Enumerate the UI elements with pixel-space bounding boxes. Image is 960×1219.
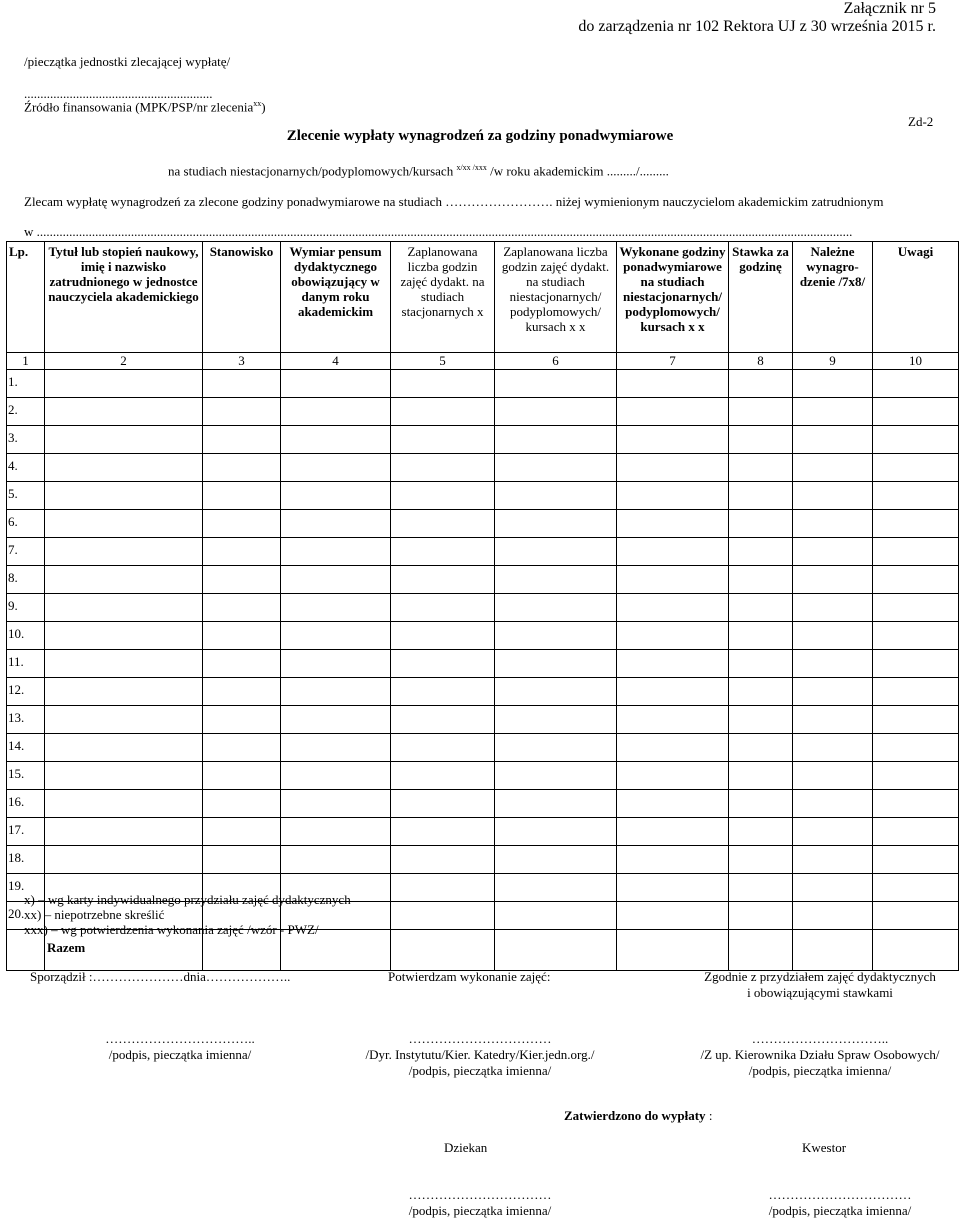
table-row xyxy=(7,398,959,426)
table-row xyxy=(7,846,959,874)
table-cell[interactable] xyxy=(873,426,959,454)
table-cell[interactable] xyxy=(873,454,959,482)
col-num: 1 xyxy=(7,353,45,370)
row-number: 5. xyxy=(7,482,45,510)
table-cell[interactable] xyxy=(391,874,495,902)
approval-heading xyxy=(564,1108,712,1124)
row-number: 11. xyxy=(7,650,45,678)
table-cell[interactable] xyxy=(495,426,617,454)
row-number: 19. xyxy=(7,874,45,902)
table-cell[interactable] xyxy=(617,650,729,678)
table-cell[interactable] xyxy=(391,454,495,482)
table-cell[interactable] xyxy=(793,510,873,538)
funding-source-label: Źródło finansowania (MPK/PSP/nr zlecenia xyxy=(24,99,254,115)
table-cell[interactable] xyxy=(281,762,391,790)
row-number: 14. xyxy=(7,734,45,762)
total-cell[interactable] xyxy=(495,930,617,971)
table-cell[interactable] xyxy=(729,510,793,538)
row-number: 16. xyxy=(7,790,45,818)
table-cell[interactable] xyxy=(495,846,617,874)
table-cell[interactable] xyxy=(391,790,495,818)
table-cell[interactable] xyxy=(391,538,495,566)
total-cell[interactable] xyxy=(617,930,729,971)
table-cell[interactable] xyxy=(617,538,729,566)
footnote-3: xxx) – wg potwierdzenia wykonania zajęć /wzór - PWZ/ xyxy=(24,922,319,937)
table-cell[interactable] xyxy=(495,874,617,902)
signature-caption: /podpis, pieczątka imienna/ xyxy=(768,1203,912,1218)
table-cell[interactable] xyxy=(203,734,281,762)
table-cell[interactable] xyxy=(617,482,729,510)
approval-label: Zatwierdzono do wypłaty xyxy=(564,1108,706,1123)
table-row xyxy=(7,370,959,398)
table-cell[interactable] xyxy=(203,762,281,790)
annex-number: Załącznik nr 5 xyxy=(843,0,936,17)
table-cell[interactable] xyxy=(45,818,203,846)
signature-block-bursar xyxy=(730,1187,950,1219)
signature-block-dean xyxy=(370,1187,590,1219)
table-cell[interactable] xyxy=(495,678,617,706)
table-cell[interactable] xyxy=(617,510,729,538)
table-cell[interactable] xyxy=(873,734,959,762)
table-cell[interactable] xyxy=(45,790,203,818)
table-cell[interactable] xyxy=(391,370,495,398)
row-number: 8. xyxy=(7,566,45,594)
table-cell[interactable] xyxy=(873,566,959,594)
table-cell[interactable] xyxy=(495,454,617,482)
table-cell[interactable] xyxy=(793,762,873,790)
signature-dots: …………………………… xyxy=(408,1031,552,1046)
table-cell[interactable] xyxy=(617,454,729,482)
total-label: Razem xyxy=(45,930,203,971)
table-cell[interactable] xyxy=(45,370,203,398)
table-cell[interactable] xyxy=(281,398,391,426)
approval-colon: : xyxy=(705,1108,713,1123)
table-cell[interactable] xyxy=(281,594,391,622)
table-cell[interactable] xyxy=(495,594,617,622)
table-row xyxy=(7,678,959,706)
table-cell[interactable] xyxy=(793,650,873,678)
table-cell[interactable] xyxy=(45,482,203,510)
total-cell[interactable] xyxy=(391,930,495,971)
table-cell[interactable] xyxy=(793,818,873,846)
table-cell[interactable] xyxy=(495,566,617,594)
header-performed-hours: Wykonane godziny ponadwymiarowe na studiach niestacjonarnych/ podyplomowych/ kursach x x xyxy=(617,242,729,353)
row-number: 15. xyxy=(7,762,45,790)
table-cell[interactable] xyxy=(873,846,959,874)
table-cell[interactable] xyxy=(729,734,793,762)
table-cell[interactable] xyxy=(495,734,617,762)
table-cell[interactable] xyxy=(617,818,729,846)
table-cell[interactable] xyxy=(873,538,959,566)
table-cell[interactable] xyxy=(391,594,495,622)
table-cell[interactable] xyxy=(729,818,793,846)
compliance-line-1: Zgodnie z przydziałem zajęć dydaktycznych xyxy=(704,969,936,984)
footnote-2: xx) – niepotrzebne skreślić xyxy=(24,907,165,922)
table-cell[interactable] xyxy=(391,902,495,930)
table-row xyxy=(7,790,959,818)
table-row xyxy=(7,566,959,594)
table-row xyxy=(7,426,959,454)
confirm-label: Potwierdzam wykonanie zajęć: xyxy=(388,969,551,984)
table-cell[interactable] xyxy=(873,706,959,734)
table-row xyxy=(7,510,959,538)
table-cell[interactable] xyxy=(495,902,617,930)
table-cell[interactable] xyxy=(281,454,391,482)
table-cell[interactable] xyxy=(729,370,793,398)
table-cell[interactable] xyxy=(203,818,281,846)
table-cell[interactable] xyxy=(391,734,495,762)
table-cell[interactable] xyxy=(495,706,617,734)
col-num: 3 xyxy=(203,353,281,370)
table-cell[interactable] xyxy=(281,818,391,846)
table-cell[interactable] xyxy=(617,426,729,454)
table-cell[interactable] xyxy=(495,790,617,818)
table-cell[interactable] xyxy=(45,594,203,622)
col-num: 7 xyxy=(617,353,729,370)
table-cell[interactable] xyxy=(617,846,729,874)
table-cell[interactable] xyxy=(617,370,729,398)
table-cell[interactable] xyxy=(45,678,203,706)
table-cell[interactable] xyxy=(203,678,281,706)
signature-block-director xyxy=(330,1031,630,1079)
table-cell[interactable] xyxy=(203,594,281,622)
table-cell[interactable] xyxy=(793,678,873,706)
col-num: 5 xyxy=(391,353,495,370)
prepared-by: Sporządził :…………………dnia……………….. xyxy=(30,969,291,984)
table-cell[interactable] xyxy=(203,706,281,734)
table-cell[interactable] xyxy=(873,818,959,846)
table-cell[interactable] xyxy=(45,622,203,650)
table-cell[interactable] xyxy=(281,706,391,734)
table-cell[interactable] xyxy=(873,762,959,790)
table-cell[interactable] xyxy=(495,370,617,398)
header-lp: Lp. xyxy=(7,242,45,353)
signature-caption: /podpis, pieczątka imienna/ xyxy=(748,1063,892,1078)
signature-block-preparer xyxy=(60,1031,300,1063)
table-cell[interactable] xyxy=(729,902,793,930)
table-cell[interactable] xyxy=(495,482,617,510)
col-num: 8 xyxy=(729,353,793,370)
table-cell[interactable] xyxy=(793,846,873,874)
table-cell[interactable] xyxy=(873,482,959,510)
table-cell[interactable] xyxy=(391,650,495,678)
row-number: 7. xyxy=(7,538,45,566)
table-cell[interactable] xyxy=(45,538,203,566)
table-cell[interactable] xyxy=(873,678,959,706)
table-cell[interactable] xyxy=(203,566,281,594)
header-rate: Stawka za godzinę xyxy=(729,242,793,353)
table-cell[interactable] xyxy=(617,566,729,594)
form-code: Zd-2 xyxy=(908,114,934,129)
table-cell[interactable] xyxy=(793,454,873,482)
table-row xyxy=(7,538,959,566)
header-remarks: Uwagi xyxy=(873,242,959,353)
col-num: 2 xyxy=(45,353,203,370)
table-cell[interactable] xyxy=(873,790,959,818)
table-cell[interactable] xyxy=(729,874,793,902)
table-cell[interactable] xyxy=(45,426,203,454)
footnote-1: x) – wg karty indywidualnego przydziału zajęć dydaktycznych xyxy=(24,892,351,907)
funding-source-sup: xx xyxy=(253,99,262,108)
table-row xyxy=(7,762,959,790)
source-dots: .......................................................... xyxy=(24,86,213,101)
row-number: 17. xyxy=(7,818,45,846)
table-cell[interactable] xyxy=(203,398,281,426)
table-cell[interactable] xyxy=(45,650,203,678)
table-cell[interactable] xyxy=(729,678,793,706)
table-cell[interactable] xyxy=(873,622,959,650)
table-cell[interactable] xyxy=(495,538,617,566)
table-cell[interactable] xyxy=(617,762,729,790)
table-cell[interactable] xyxy=(729,846,793,874)
table-cell[interactable] xyxy=(391,846,495,874)
signature-caption: /podpis, pieczątka imienna/ xyxy=(408,1063,552,1078)
w-line: w ........................................................................................................................................................................................................................................................... xyxy=(24,224,853,239)
table-cell[interactable] xyxy=(617,678,729,706)
table-cell[interactable] xyxy=(495,398,617,426)
order-text: Zlecam wypłatę wynagrodzeń za zlecone godziny ponadwymiarowe na studiach ……………………. niżej wymienionym nauczycielom akademickim zatrudnionym xyxy=(24,194,884,209)
table-cell[interactable] xyxy=(729,594,793,622)
total-cell[interactable] xyxy=(729,930,793,971)
dean-label: Dziekan xyxy=(444,1140,488,1155)
table-cell[interactable] xyxy=(793,370,873,398)
table-cell[interactable] xyxy=(203,454,281,482)
subtitle-part-b: /w roku akademickim ........./......... xyxy=(490,163,669,179)
row-number: 3. xyxy=(7,426,45,454)
table-cell[interactable] xyxy=(617,902,729,930)
table-cell[interactable] xyxy=(203,846,281,874)
table-cell[interactable] xyxy=(729,622,793,650)
signature-dots: …………………………….. xyxy=(105,1031,255,1046)
table-cell[interactable] xyxy=(391,818,495,846)
table-cell[interactable] xyxy=(729,426,793,454)
table-cell[interactable] xyxy=(495,818,617,846)
table-cell[interactable] xyxy=(45,762,203,790)
table-row xyxy=(7,622,959,650)
table-cell[interactable] xyxy=(729,790,793,818)
table-cell[interactable] xyxy=(729,650,793,678)
table-cell[interactable] xyxy=(495,510,617,538)
funding-source-end: ) xyxy=(261,99,266,115)
table-cell[interactable] xyxy=(281,790,391,818)
table-cell[interactable] xyxy=(873,510,959,538)
table-row xyxy=(7,594,959,622)
table-cell[interactable] xyxy=(281,678,391,706)
row-number: 6. xyxy=(7,510,45,538)
table-cell[interactable] xyxy=(793,482,873,510)
col-num: 10 xyxy=(873,353,959,370)
table-cell[interactable] xyxy=(617,622,729,650)
table-cell[interactable] xyxy=(729,538,793,566)
table-cell[interactable] xyxy=(391,426,495,454)
table-cell[interactable] xyxy=(793,622,873,650)
table-cell[interactable] xyxy=(45,398,203,426)
table-cell[interactable] xyxy=(495,650,617,678)
table-cell[interactable] xyxy=(729,454,793,482)
table-cell[interactable] xyxy=(873,902,959,930)
header-planned-full-time: Zaplanowana liczba godzin zajęć dydakt. na studiach stacjonarnych x xyxy=(391,242,495,353)
table-cell[interactable] xyxy=(793,538,873,566)
table-cell[interactable] xyxy=(281,566,391,594)
table-cell[interactable] xyxy=(729,398,793,426)
table-cell[interactable] xyxy=(391,762,495,790)
table-cell[interactable] xyxy=(281,650,391,678)
header-position: Stanowisko xyxy=(203,242,281,353)
table-cell[interactable] xyxy=(203,790,281,818)
table-cell[interactable] xyxy=(617,706,729,734)
table-cell[interactable] xyxy=(281,846,391,874)
table-cell[interactable] xyxy=(45,454,203,482)
row-number: 18. xyxy=(7,846,45,874)
table-cell[interactable] xyxy=(793,874,873,902)
table-cell[interactable] xyxy=(391,482,495,510)
col-num: 4 xyxy=(281,353,391,370)
table-cell[interactable] xyxy=(203,538,281,566)
table-cell[interactable] xyxy=(873,650,959,678)
compliance-line-2: i obowiązującymi stawkami xyxy=(747,985,893,1000)
table-cell[interactable] xyxy=(793,790,873,818)
table-cell[interactable] xyxy=(873,874,959,902)
table-cell[interactable] xyxy=(391,510,495,538)
signature-caption: /Z up. Kierownika Działu Spraw Osobowych/ xyxy=(700,1047,940,1062)
table-cell[interactable] xyxy=(793,398,873,426)
subtitle-part-a: na studiach niestacjonarnych/podyplomowych/kursach xyxy=(168,163,454,179)
table-cell[interactable] xyxy=(203,650,281,678)
table-cell[interactable] xyxy=(617,874,729,902)
table-cell[interactable] xyxy=(873,398,959,426)
table-cell[interactable] xyxy=(281,482,391,510)
table-cell[interactable] xyxy=(45,734,203,762)
total-cell[interactable] xyxy=(873,930,959,971)
table-cell[interactable] xyxy=(203,510,281,538)
col-num: 9 xyxy=(793,353,873,370)
table-cell[interactable] xyxy=(495,622,617,650)
table-cell[interactable] xyxy=(45,846,203,874)
header-due-pay: Należne wynagro-dzenie /7x8/ xyxy=(793,242,873,353)
table-cell[interactable] xyxy=(391,622,495,650)
table-cell[interactable] xyxy=(281,734,391,762)
header-pensum: Wymiar pensum dydaktycznego obowiązujący w danym roku akademickim xyxy=(281,242,391,353)
row-number: 4. xyxy=(7,454,45,482)
table-cell[interactable] xyxy=(729,482,793,510)
table-row xyxy=(7,454,959,482)
table-cell[interactable] xyxy=(391,678,495,706)
row-number: 1. xyxy=(7,370,45,398)
table-cell[interactable] xyxy=(793,734,873,762)
bursar-label: Kwestor xyxy=(802,1140,847,1155)
form-subtitle xyxy=(168,163,669,179)
table-cell[interactable] xyxy=(391,706,495,734)
table-cell[interactable] xyxy=(729,762,793,790)
signature-caption: /podpis, pieczątka imienna/ xyxy=(408,1203,552,1218)
table-cell[interactable] xyxy=(873,370,959,398)
table-cell[interactable] xyxy=(495,762,617,790)
table-row xyxy=(7,734,959,762)
table-cell[interactable] xyxy=(281,370,391,398)
table-cell[interactable] xyxy=(793,902,873,930)
signature-caption: /Dyr. Instytutu/Kier. Katedry/Kier.jedn.org./ xyxy=(365,1047,595,1062)
row-number: 2. xyxy=(7,398,45,426)
table-cell[interactable] xyxy=(617,734,729,762)
table-cell[interactable] xyxy=(793,566,873,594)
table-cell[interactable] xyxy=(793,594,873,622)
table-cell[interactable] xyxy=(203,622,281,650)
table-cell[interactable] xyxy=(729,566,793,594)
table-cell[interactable] xyxy=(203,370,281,398)
table-cell[interactable] xyxy=(281,426,391,454)
table-row xyxy=(7,818,959,846)
row-number: 10. xyxy=(7,622,45,650)
table-row xyxy=(7,706,959,734)
header-name: Tytuł lub stopień naukowy, imię i nazwisko zatrudnionego w jednostce nauczyciela akademickiego xyxy=(45,242,203,353)
unit-stamp-label: /pieczątka jednostki zlecającej wypłatę/ xyxy=(24,54,231,69)
form-title: Zlecenie wypłaty wynagrodzeń za godziny ponadwymiarowe xyxy=(286,128,674,144)
row-number: 9. xyxy=(7,594,45,622)
row-number: 12. xyxy=(7,678,45,706)
col-num: 6 xyxy=(495,353,617,370)
table-cell[interactable] xyxy=(281,538,391,566)
subtitle-sup: x/xx /xxx xyxy=(456,163,487,172)
signature-dots: …………………………… xyxy=(408,1187,552,1202)
table-cell[interactable] xyxy=(281,510,391,538)
table-row xyxy=(7,650,959,678)
signature-block-hr xyxy=(670,1031,960,1079)
table-cell[interactable] xyxy=(793,706,873,734)
table-header-row xyxy=(7,242,959,353)
table-cell[interactable] xyxy=(203,426,281,454)
table-cell[interactable] xyxy=(391,566,495,594)
table-cell[interactable] xyxy=(45,566,203,594)
signature-dots: ………………………….. xyxy=(751,1031,889,1046)
table-cell[interactable] xyxy=(203,482,281,510)
payroll-table xyxy=(6,241,959,971)
order-reference: do zarządzenia nr 102 Rektora UJ z 30 września 2015 r. xyxy=(578,18,936,35)
total-cell[interactable] xyxy=(793,930,873,971)
compliance-note xyxy=(680,969,960,1001)
table-row xyxy=(7,482,959,510)
funding-source xyxy=(24,99,266,115)
signature-caption: /podpis, pieczątka imienna/ xyxy=(108,1047,252,1062)
table-cell[interactable] xyxy=(45,510,203,538)
table-cell[interactable] xyxy=(617,790,729,818)
row-number: 13. xyxy=(7,706,45,734)
table-cell[interactable] xyxy=(281,622,391,650)
table-cell[interactable] xyxy=(873,594,959,622)
table-cell[interactable] xyxy=(45,706,203,734)
table-cell[interactable] xyxy=(617,594,729,622)
table-cell[interactable] xyxy=(729,706,793,734)
header-planned-part-time: Zaplanowana liczba godzin zajęć dydakt. na studiach niestacjonarnych/ podyplomowych/ kursach x x xyxy=(495,242,617,353)
signature-dots: …………………………… xyxy=(768,1187,912,1202)
table-cell[interactable] xyxy=(793,426,873,454)
column-number-row xyxy=(7,353,959,370)
table-cell[interactable] xyxy=(617,398,729,426)
row-number: 20. xyxy=(7,902,45,930)
table-cell[interactable] xyxy=(391,398,495,426)
